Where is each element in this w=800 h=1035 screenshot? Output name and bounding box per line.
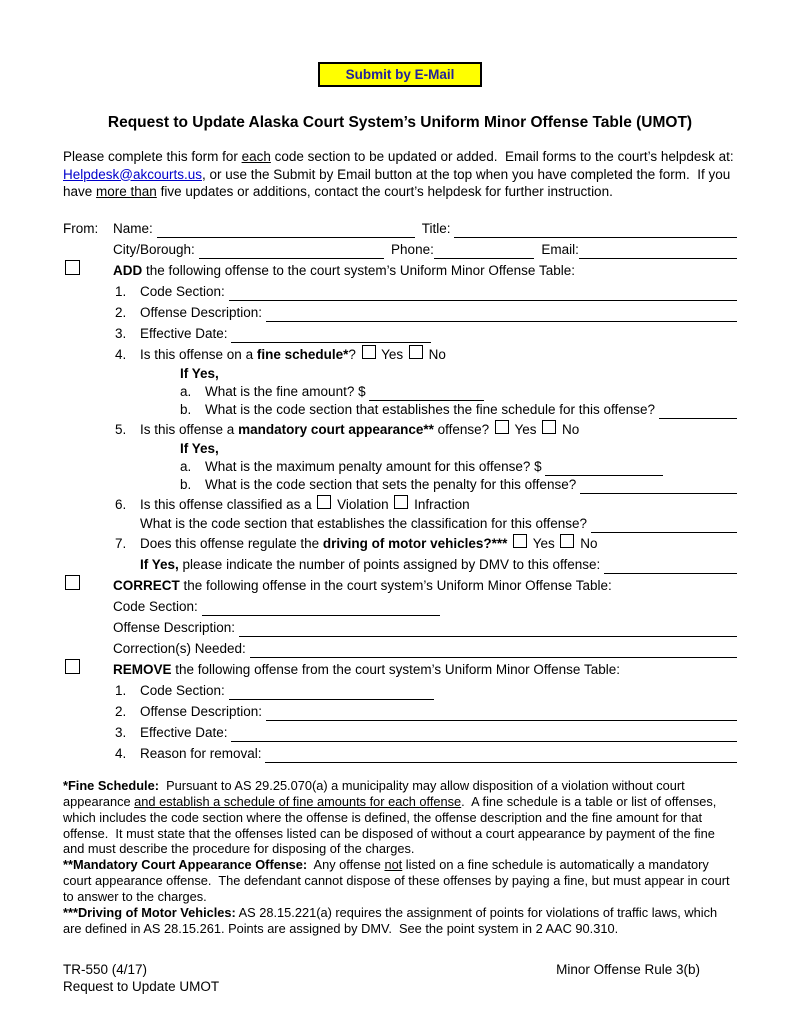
text-segment: 2.: [115, 703, 127, 719]
add-q4b-fine-schedule-code: [180, 401, 737, 419]
text-segment: driving of motor vehicles?***: [322, 535, 508, 551]
remove-offense-description-field[interactable]: [266, 704, 737, 721]
remove-section-header-text: [113, 659, 737, 680]
text-segment: the following offense in the court system’s Uniform Minor Offense Table:: [179, 577, 612, 593]
add-q7-no-checkbox[interactable]: [560, 534, 574, 548]
remove-section-checkbox[interactable]: [65, 659, 80, 674]
text-segment: Is this offense on a: [140, 346, 257, 362]
text-segment: Effective Date:: [140, 724, 232, 740]
correct-section-header-text: [113, 575, 737, 596]
text-segment: Please complete this form for: [63, 149, 242, 164]
add-offense-description-field[interactable]: [266, 305, 737, 322]
text-segment: Offense Description:: [113, 619, 239, 635]
add-q4-if-yes-label: [180, 365, 737, 383]
text-segment: No: [576, 535, 598, 551]
correct-section-checkbox[interactable]: [65, 575, 80, 590]
add-penalty-code-field[interactable]: [580, 477, 737, 494]
text-segment: What is the fine amount? $: [205, 383, 370, 399]
phone-field[interactable]: [434, 242, 534, 259]
add-section: [63, 260, 737, 575]
text-segment: If Yes,: [180, 365, 219, 381]
text-segment: Offense Description:: [140, 304, 266, 320]
text-segment: Is this offense a: [140, 421, 239, 437]
footer-form-number-block: [63, 961, 219, 996]
helpdesk-email-link[interactable]: Helpdesk@akcourts.us: [63, 166, 203, 182]
submit-by-email-button[interactable]: Submit by E-Mail: [318, 62, 483, 87]
text-segment: 1.: [115, 682, 127, 698]
text-segment: mandatory court appearance**: [238, 421, 434, 437]
text-segment: Infraction: [410, 496, 470, 512]
text-segment: listed on a fine schedule is automatically a mandatory court appearance offense. The defendant cannot dispose of these offenses by paying a fine, but must appear in court to answer to the charges.: [63, 857, 734, 905]
text-segment: a.: [180, 458, 192, 474]
text-segment: Reason for removal:: [140, 745, 266, 761]
add-code-section-field[interactable]: [229, 284, 737, 301]
add-section-header: [63, 260, 737, 281]
add-section-checkbox[interactable]: [65, 260, 80, 275]
form-title: Request to Update Alaska Court System’s Uniform Minor Offense Table (UMOT): [107, 114, 693, 131]
correct-offense-description-field[interactable]: [239, 620, 737, 637]
text-segment: code section to be updated or added. Email forms to the court’s helpdesk at:: [270, 149, 742, 164]
text-segment: each: [241, 149, 271, 164]
remove-code-section-field[interactable]: [229, 683, 434, 700]
add-q6-infraction-checkbox[interactable]: [394, 495, 408, 509]
footer-rule-reference: Minor Offense Rule 3(b): [556, 961, 700, 977]
text-segment: If Yes,: [180, 440, 219, 456]
add-q6-violation-checkbox[interactable]: [317, 495, 331, 509]
correct-offense-description-line: [113, 617, 737, 638]
remove-effective-date-field[interactable]: [231, 725, 737, 742]
text-segment: What is the code section that sets the penalty for this offense?: [205, 476, 580, 492]
text-segment: What is the maximum penalty amount for this offense? $: [205, 458, 546, 474]
remove-section-header: [63, 659, 737, 680]
text-segment: CORRECT: [113, 577, 180, 593]
text-segment: Code Section:: [113, 598, 202, 614]
text-segment: b.: [180, 401, 192, 417]
add-q4-yes-checkbox[interactable]: [362, 345, 376, 359]
text-segment: AS 28.15.221(a) requires the assignment of points for violations of traffic laws, which are defined in AS 28.15.261. Points are assigned by DMV. See the point system in 2 AAC 90.310.: [63, 905, 721, 936]
text-segment: fine schedule*: [256, 346, 349, 362]
correct-code-section-line: [113, 596, 737, 617]
intro-paragraph: [63, 148, 742, 201]
text-segment: No: [558, 421, 580, 437]
text-segment: the following offense to the court system’s Uniform Minor Offense Table:: [142, 262, 575, 278]
text-segment: ***Driving of Motor Vehicles:: [63, 905, 236, 921]
footnote-driving-motor-vehicles: [63, 905, 737, 937]
text-segment: b.: [180, 476, 192, 492]
add-q6-classification-code: [140, 515, 737, 533]
title-field[interactable]: [454, 221, 737, 238]
add-q4a-fine-amount: [180, 383, 737, 401]
text-segment: not: [384, 857, 403, 873]
add-item-effective-date: [115, 323, 737, 344]
footer-form-number: TR-550 (4/17): [63, 961, 148, 977]
text-segment: Code Section:: [140, 682, 229, 698]
remove-item-offense-description: [115, 701, 737, 722]
text-segment: City/Borough:: [113, 241, 199, 257]
text-segment: Is this offense classified as a: [140, 496, 316, 512]
text-segment: Title:: [414, 220, 455, 236]
text-segment: Yes: [529, 535, 559, 551]
footnotes-block: [63, 778, 737, 937]
add-q5-no-checkbox[interactable]: [542, 420, 556, 434]
text-segment: and establish a schedule of fine amounts for each offense: [134, 793, 462, 809]
text-segment: 6.: [115, 496, 127, 512]
name-field[interactable]: [157, 221, 415, 238]
text-segment: 4.: [115, 346, 127, 362]
text-segment: What is the code section that establishes the fine schedule for this offense?: [205, 401, 659, 417]
text-segment: ?: [348, 346, 360, 362]
add-q5b-penalty-code: [180, 476, 737, 494]
from-city-phone-email-line: [113, 239, 737, 260]
text-segment: Pursuant to AS 29.25.070(a) a municipality may allow disposition of a violation without court appearance: [63, 777, 689, 809]
text-segment: Violation: [333, 496, 393, 512]
text-segment: ADD: [113, 262, 143, 278]
add-effective-date-field[interactable]: [231, 326, 431, 343]
correct-section-header: [63, 575, 737, 596]
remove-section: [63, 659, 737, 764]
remove-item-reason: [115, 743, 737, 764]
from-block: [63, 218, 737, 260]
submit-button-row: [63, 62, 737, 87]
text-segment: REMOVE: [113, 661, 172, 677]
text-segment: . A fine schedule is a table or list of offenses, which includes the code section where the offense is defined, the offense description and the fine amount for that offense. It must state that the offenses listed can be disposed of without a court appearance by payment of the fine and must describe the procedure for disposing of the charges.: [63, 793, 720, 857]
correct-code-section-field[interactable]: [202, 599, 440, 616]
add-q5-if-yes-label: [180, 440, 737, 458]
add-q4-no-checkbox[interactable]: [409, 345, 423, 359]
text-segment: Name:: [113, 220, 157, 236]
text-segment: Yes: [510, 421, 541, 437]
text-segment: 7.: [115, 535, 127, 551]
add-fine-amount-field[interactable]: [369, 384, 484, 401]
add-classification-code-field[interactable]: [591, 516, 737, 533]
add-item-offense-description: [115, 302, 737, 323]
text-segment: **Mandatory Court Appearance Offense:: [63, 857, 308, 873]
text-segment: Code Section:: [140, 283, 229, 299]
add-item-code-section: [115, 281, 737, 302]
add-q7-dmv-points: [140, 554, 737, 575]
text-segment: Does this offense regulate the: [140, 535, 323, 551]
text-segment: 5.: [115, 421, 127, 437]
add-item-mandatory-appearance-question: [115, 419, 737, 440]
text-segment: *Fine Schedule:: [63, 777, 159, 793]
footer-form-name: Request to Update UMOT: [63, 979, 220, 995]
text-segment: What is the code section that establishes the classification for this offense?: [140, 515, 591, 531]
add-max-penalty-field[interactable]: [545, 459, 663, 476]
remove-item-effective-date: [115, 722, 737, 743]
text-segment: Phone:: [383, 241, 434, 257]
add-q5-yes-checkbox[interactable]: [495, 420, 509, 434]
city-borough-field[interactable]: [199, 242, 384, 259]
text-segment: Any offense: [307, 857, 385, 873]
footnote-fine-schedule: [63, 778, 737, 858]
correct-corrections-needed-line: [113, 638, 737, 659]
text-segment: five updates or additions, contact the court’s helpdesk for further instruction.: [156, 184, 613, 200]
add-q7-yes-checkbox[interactable]: [513, 534, 527, 548]
text-segment: more than: [96, 184, 157, 200]
correct-section: [63, 575, 737, 659]
text-segment: 3.: [115, 325, 127, 341]
text-segment: [507, 533, 511, 554]
text-segment: offense?: [433, 421, 493, 437]
add-dmv-points-field[interactable]: [604, 557, 737, 574]
remove-item-code-section: [115, 680, 737, 701]
add-section-header-text: [113, 260, 737, 281]
text-segment: a.: [180, 383, 192, 399]
add-q5a-max-penalty: [180, 458, 737, 476]
page-footer: [63, 961, 737, 996]
add-item-motor-vehicles-question: [115, 533, 737, 554]
text-segment: Offense Description:: [140, 703, 266, 719]
add-item-fine-schedule-question: [115, 344, 737, 365]
text-segment: 4.: [115, 745, 127, 761]
add-item-classification-question: [115, 494, 737, 515]
text-segment: the following offense from the court system’s Uniform Minor Offense Table:: [171, 661, 620, 677]
text-segment: please indicate the number of points assigned by DMV to this offense:: [178, 556, 605, 572]
text-segment: Yes: [377, 346, 407, 362]
text-segment: , or use the Submit by Email button at the top when you have completed the form. If you have: [63, 166, 735, 200]
email-field[interactable]: [579, 242, 737, 259]
text-segment: No: [424, 346, 446, 362]
text-segment: If Yes,: [140, 556, 179, 572]
from-name-title-line: [63, 218, 737, 239]
text-segment: 1.: [115, 283, 127, 299]
text-segment: 2.: [115, 304, 127, 320]
add-fine-schedule-code-field[interactable]: [659, 402, 737, 419]
text-segment: From:: [63, 220, 99, 236]
text-segment: Email:: [533, 241, 579, 257]
text-segment: Effective Date:: [140, 325, 232, 341]
text-segment: Correction(s) Needed:: [113, 640, 250, 656]
footnote-mandatory-appearance: [63, 857, 737, 905]
text-segment: 3.: [115, 724, 127, 740]
remove-reason-field[interactable]: [265, 746, 737, 763]
correct-corrections-needed-field[interactable]: [250, 641, 737, 658]
